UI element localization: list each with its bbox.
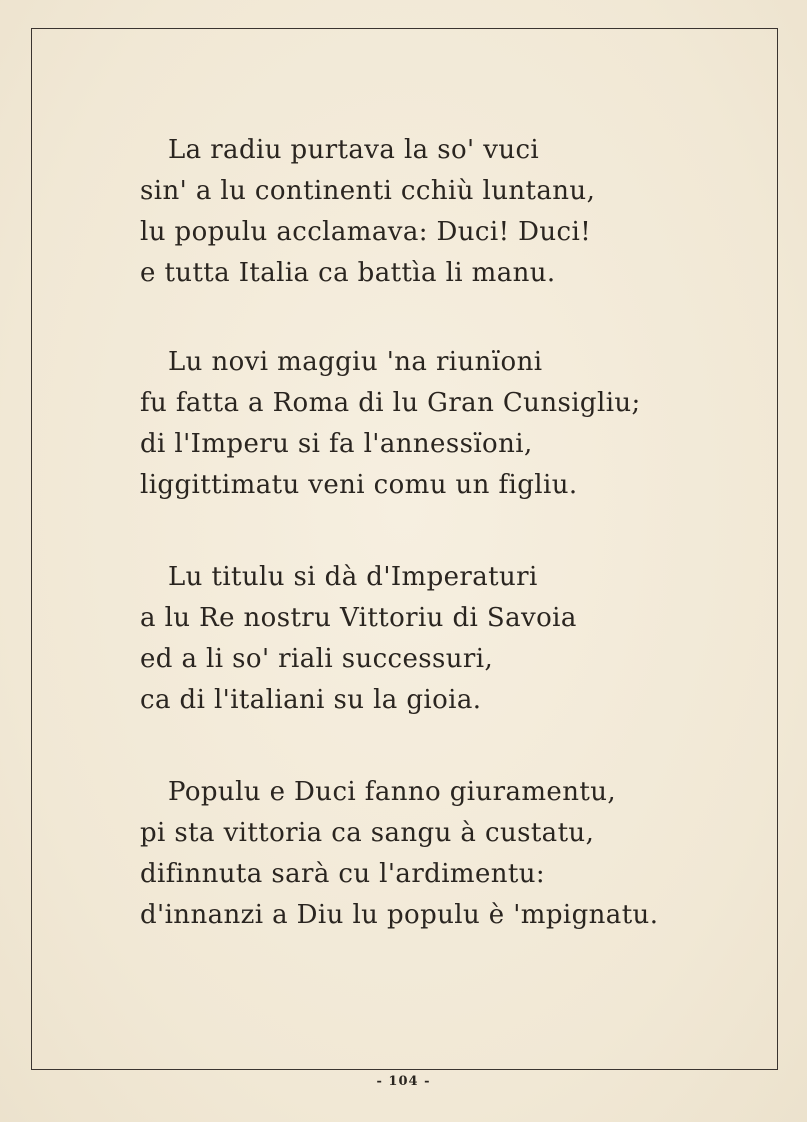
verse-line: fu fatta a Roma di lu Gran Cunsigliu;: [140, 388, 641, 418]
verse-line: di l'Imperu si fa l'annessïoni,: [140, 429, 533, 459]
verse-line: Lu novi maggiu 'na riunïoni: [168, 347, 543, 377]
stanza: [140, 772, 658, 936]
stanza: [140, 557, 577, 721]
stanza: [140, 130, 595, 294]
verse-line: liggittimatu veni comu un figliu.: [140, 470, 578, 500]
verse-line: ca di l'italiani su la gioia.: [140, 685, 482, 715]
verse-line: ed a li so' riali successuri,: [140, 644, 494, 674]
verse-line: Lu titulu si dà d'Imperaturi: [168, 562, 538, 592]
verse-line: Populu e Duci fanno giuramentu,: [168, 777, 617, 807]
verse-line: d'innanzi a Diu lu populu è 'mpignatu.: [140, 900, 659, 930]
verse-line: e tutta Italia ca battìa li manu.: [140, 258, 556, 288]
verse-line: difinnuta sarà cu l'ardimentu:: [140, 859, 546, 889]
page-number: - 104 -: [376, 1074, 431, 1089]
stanza: [140, 342, 641, 506]
verse-line: lu populu acclamava: Duci! Duci!: [140, 217, 592, 247]
verse-line: sin' a lu continenti cchiù luntanu,: [140, 176, 596, 206]
verse-line: La radiu purtava la so' vuci: [168, 135, 540, 165]
verse-line: pi sta vittoria ca sangu à custatu,: [140, 818, 595, 848]
verse-line: a lu Re nostru Vittoriu di Savoia: [140, 603, 577, 633]
